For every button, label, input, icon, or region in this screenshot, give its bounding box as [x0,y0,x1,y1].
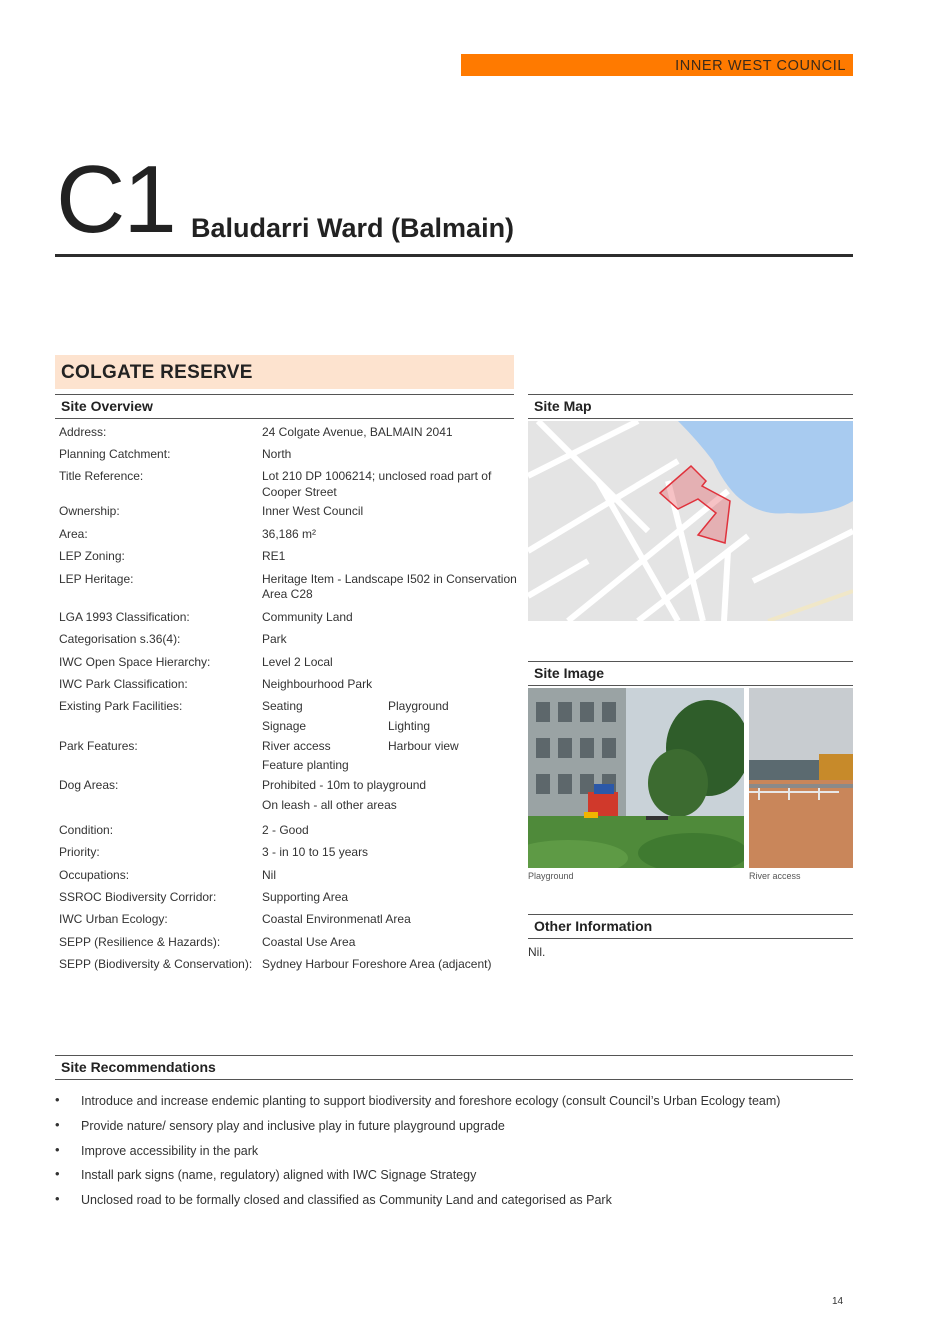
overview-value: Heritage Item - Landscape I502 in Conservation [262,572,517,586]
playground-photo [528,688,744,868]
overview-value: Coastal Environmenatl Area [262,912,411,926]
reserve-title: COLGATE RESERVE [55,355,514,389]
overview-label: Condition: [59,823,114,837]
ward-code: C1 [56,146,175,253]
river-access-photo [749,688,853,868]
recommendation-text: Provide nature/ sensory play and inclusive play in future playground upgrade [81,1119,505,1133]
overview-value: Community Land [262,610,353,624]
recommendation-text: Unclosed road to be formally closed and classified as Community Land and categorised as Park [81,1193,612,1207]
title-divider [55,254,853,257]
overview-value: RE1 [262,549,286,563]
overview-label: SEPP (Biodiversity & Conservation): [59,957,253,971]
other-info-text: Nil. [528,945,546,959]
feature-item: River access [262,739,331,753]
overview-label: SEPP (Resilience & Hazards): [59,935,221,949]
overview-label: Planning Catchment: [59,447,171,461]
recommendation-text: Install park signs (name, regulatory) aligned with IWC Signage Strategy [81,1168,477,1182]
feature-item: Harbour view [388,739,459,753]
feature-item: Feature planting [262,758,349,772]
site-map-heading: Site Map [528,394,853,419]
council-header-tag: INNER WEST COUNCIL [461,54,853,76]
site-map [528,421,853,621]
overview-value: Lot 210 DP 1006214; unclosed road part of [262,469,492,483]
features-label: Park Features: [59,739,138,753]
overview-label: IWC Urban Ecology: [59,912,168,926]
ward-name: Baludarri Ward (Balmain) [191,213,515,243]
facility-item: Seating [262,699,303,713]
overview-value: Inner West Council [262,504,364,518]
overview-value: Coastal Use Area [262,935,356,949]
overview-value: 24 Colgate Avenue, BALMAIN 2041 [262,425,453,439]
playground-photo-graphic [528,688,744,868]
overview-value: Park [262,632,287,646]
river-access-photo-graphic [749,688,853,868]
overview-label: Categorisation s.36(4): [59,632,181,646]
facility-item: Playground [388,699,449,713]
overview-label: Occupations: [59,868,130,882]
overview-label: LEP Heritage: [59,572,134,586]
site-overview-heading: Site Overview [55,394,514,419]
overview-value: 2 - Good [262,823,309,837]
overview-value: Sydney Harbour Foreshore Area (adjacent) [262,957,492,971]
overview-label: IWC Open Space Hierarchy: [59,655,211,669]
overview-label: SSROC Biodiversity Corridor: [59,890,217,904]
overview-value: North [262,447,292,461]
site-map-graphic [528,421,853,621]
photo-caption: River access [749,871,801,881]
overview-label: LGA 1993 Classification: [59,610,190,624]
overview-label: Area: [59,527,88,541]
photo-caption: Playground [528,871,574,881]
overview-value-cont: Cooper Street [262,485,337,499]
overview-value: 3 - in 10 to 15 years [262,845,369,859]
other-info-heading: Other Information [528,914,853,939]
dog-areas-label: Dog Areas: [59,778,119,792]
overview-label: LEP Zoning: [59,549,125,563]
recommendation-text: Improve accessibility in the park [81,1144,259,1158]
recommendation-text: Introduce and increase endemic planting to support biodiversity and foreshore ecology (consult Council’s Urban Ecology team) [81,1094,781,1108]
facility-item: Signage [262,719,307,733]
overview-value: Supporting Area [262,890,349,904]
recommendations-heading: Site Recommendations [55,1055,853,1080]
page-number: 14 [832,1296,844,1307]
overview-value: 36,186 m² [262,527,317,541]
overview-value: Neighbourhood Park [262,677,373,691]
overview-value: Nil [262,868,276,882]
overview-label: IWC Park Classification: [59,677,188,691]
dog-area-item: On leash - all other areas [262,798,397,812]
facilities-label: Existing Park Facilities: [59,699,183,713]
overview-label: Ownership: [59,504,120,518]
overview-label: Address: [59,425,107,439]
facility-item: Lighting [388,719,431,733]
site-image-heading: Site Image [528,661,853,686]
dog-area-item: Prohibited - 10m to playground [262,778,427,792]
overview-value: Level 2 Local [262,655,333,669]
overview-value-cont: Area C28 [262,587,313,601]
overview-label: Title Reference: [59,469,144,483]
overview-label: Priority: [59,845,100,859]
